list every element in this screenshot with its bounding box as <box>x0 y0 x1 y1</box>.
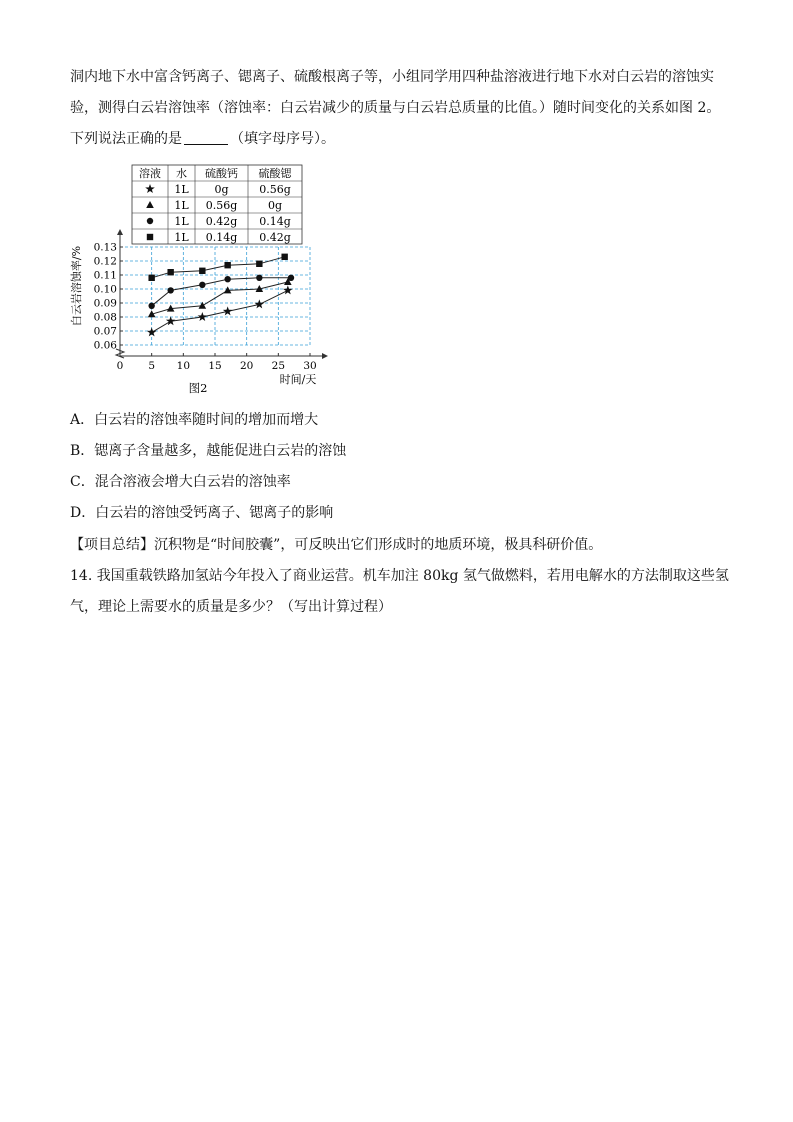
x-tick-label: 10 <box>176 360 191 372</box>
x-axis-arrow-icon <box>322 353 328 359</box>
intro-line-1: 洞内地下水中富含钙离子、锶离子、硫酸根离子等，小组同学用四种盐溶液进行地下水对白云岩的溶蚀实 <box>70 69 714 85</box>
circle-point <box>224 276 230 282</box>
table-cell: 0.14g <box>259 215 291 228</box>
chart-series <box>147 254 294 337</box>
circle-point <box>148 303 154 309</box>
y-tick-label: 0.07 <box>93 325 117 338</box>
y-tick-label: 0.13 <box>93 241 117 254</box>
table-cell: 1L <box>174 183 189 196</box>
y-tick-label: 0.10 <box>93 283 117 296</box>
circle-marker-icon <box>147 218 153 224</box>
option-c: C．混合溶液会增大白云岩的溶蚀率 <box>70 474 291 490</box>
table-header-water: 水 <box>176 167 187 180</box>
square-point <box>281 254 287 260</box>
x-tick-label: 5 <box>148 360 156 372</box>
star-point <box>223 306 233 315</box>
table-cell: 1L <box>174 215 189 228</box>
y-tick-label: 0.06 <box>93 339 117 352</box>
y-tick-label: 0.08 <box>93 311 117 324</box>
y-tick-label: 0.12 <box>93 255 117 268</box>
y-tick-label: 0.11 <box>93 269 117 282</box>
dissolution-rate-chart <box>70 229 328 395</box>
x-tick-label: 0 <box>116 360 124 372</box>
circle-point <box>167 287 173 293</box>
table-cell: 0g <box>267 199 283 212</box>
table-cell: 0g <box>214 183 229 196</box>
circle-point <box>256 275 262 281</box>
square-point <box>148 275 154 281</box>
chart-grid <box>120 247 310 345</box>
project-summary: 【项目总结】沉积物是“时间胶囊”，可反映出它们形成时的地质环境，极具科研价值。 <box>70 537 603 553</box>
circle-point <box>199 282 205 288</box>
star-point <box>198 312 208 321</box>
intro-line-2: 验，测得白云岩溶蚀率（溶蚀率：白云岩减少的质量与白云岩总质量的比值。）随时间变化的关系如图 2。 <box>70 100 721 116</box>
x-tick-label: 15 <box>208 360 222 372</box>
square-point <box>224 262 230 268</box>
star-point <box>147 327 157 336</box>
square-point <box>199 268 205 274</box>
axis-break-icon <box>116 349 124 358</box>
table-cell: 1L <box>174 199 189 212</box>
question-14-line-2: 气，理论上需要水的质量是多少？（写出计算过程） <box>70 599 392 615</box>
figure-2 <box>70 158 340 402</box>
y-axis-label: 白云岩溶蚀率/% <box>70 245 83 327</box>
table-cell: 1L <box>174 231 189 244</box>
x-tick-label: 25 <box>271 360 286 372</box>
question-14-line-1: 14. 我国重载铁路加氢站今年投入了商业运营。机车加注 80kg 氢气做燃料，若用电解水的方法制取这些氢 <box>70 568 729 584</box>
table-cell: 0.56g <box>205 199 238 212</box>
table-header-srso4: 硫酸锶 <box>258 167 292 180</box>
star-marker-icon <box>145 184 155 193</box>
square-point <box>167 269 173 275</box>
question-prompt <box>70 130 335 148</box>
table-cell: 0.42g <box>259 231 291 244</box>
answer-blank[interactable] <box>184 130 228 145</box>
star-point <box>166 316 176 325</box>
table-header-caso4: 硫酸钙 <box>205 167 238 180</box>
x-axis-label: 时间/天 <box>279 373 317 386</box>
figure-caption: 图2 <box>188 381 208 395</box>
star-point <box>283 285 293 294</box>
square-point <box>256 261 262 267</box>
option-a: A．白云岩的溶蚀率随时间的增加而增大 <box>70 412 319 428</box>
square-marker-icon <box>147 234 153 240</box>
triangle-point <box>199 302 207 309</box>
table-cell: 0.42g <box>205 215 238 228</box>
question-prompt-hint: （填字母序号）。 <box>230 131 335 147</box>
table-cell: 0.56g <box>259 183 291 196</box>
circle-point <box>288 275 294 281</box>
table-cell: 0.14g <box>205 231 238 244</box>
question-prompt-text: 下列说法正确的是 <box>70 131 182 147</box>
star-point <box>255 299 265 308</box>
x-tick-label: 20 <box>239 360 254 372</box>
option-d: D．白云岩的溶蚀受钙离子、锶离子的影响 <box>70 505 334 521</box>
x-tick-label: 30 <box>303 360 317 372</box>
option-b: B．锶离子含量越多，越能促进白云岩的溶蚀 <box>70 443 347 459</box>
triangle-marker-icon <box>146 201 154 208</box>
table-header-solution: 溶液 <box>139 167 161 180</box>
legend-table <box>132 165 302 244</box>
y-tick-label: 0.09 <box>93 297 117 310</box>
y-axis-arrow-icon <box>117 229 123 235</box>
